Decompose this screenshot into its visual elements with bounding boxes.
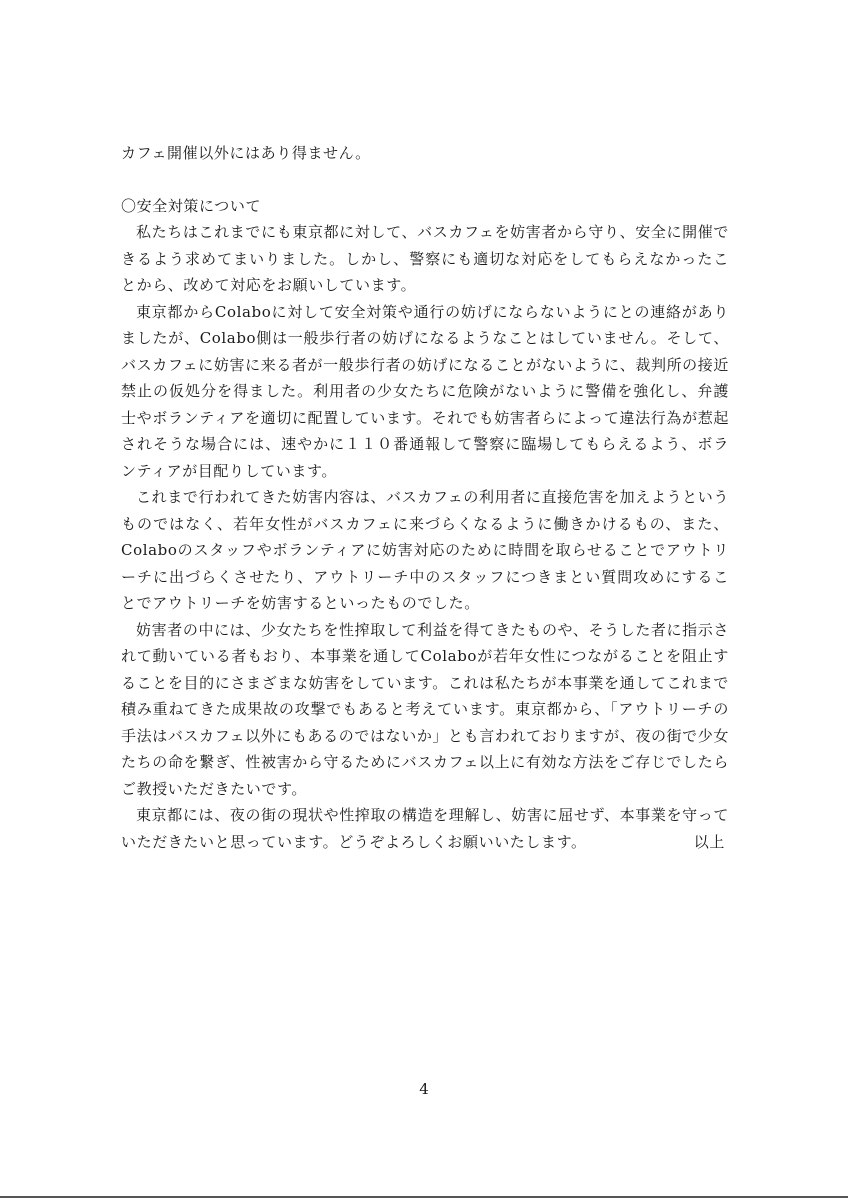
- page-number: 4: [419, 1080, 429, 1098]
- paragraph-gap: [121, 167, 729, 193]
- closing-paragraph-wrap: [121, 802, 729, 855]
- paragraph-1: 私たちはこれまでにも東京都に対して、バスカフェを妨害者から守り、安全に開催できるよう求めてまいりました。しかし、警察にも適切な対応をしてもらえなかったことから、改めて対応をお願いしています。: [121, 223, 729, 294]
- section-heading: 〇安全対策について: [121, 196, 262, 215]
- intro-line: カフェ開催以外にはあり得ません。: [121, 144, 371, 162]
- page-bottom-rule: [0, 1196, 848, 1198]
- paragraph-5: 東京都には、夜の街の現状や性搾取の構造を理解し、妨害に屈せず、本事業を守っていただきたいと思っています。どうぞよろしくお願いいたします。: [121, 806, 729, 851]
- paragraph-3: これまで行われてきた妨害内容は、バスカフェの利用者に直接危害を加えようというものではなく、若年女性がバスカフェに来づらくなるように働きかけるもの、また、Colaboのスタッフやボランティアに妨害対応のために時間を取らせることでアウトリーチに出づらくさせたり、アウトリーチ中のスタッフにつきまとい質問攻めにすることでアウトリーチを妨害するといったものでした。: [121, 488, 729, 612]
- document-body: [121, 140, 729, 855]
- paragraph-2: 東京都からColaboに対して安全対策や通行の妨げにならないようにとの連絡がありましたが、Colabo側は一般歩行者の妨げになるようなことはしていません。そして、バスカフェに妨害に来る者が一般歩行者の妨げになることがないように、裁判所の接近禁止の仮処分を得ました。利用者の少女たちに危険がないように警備を強化し、弁護士やボランティアを適切に配置しています。それでも妨害者らによって違法行為が惹起されそうな場合には、速やかに１１０番通報して警察に臨場してもらえるよう、ボランティアが目配りしています。: [121, 302, 729, 480]
- closing-mark: 以上: [693, 832, 725, 851]
- paragraph-4: 妨害者の中には、少女たちを性搾取して利益を得てきたものや、そうした者に指示されて動いている者もおり、本事業を通してColaboが若年女性につながることを阻止することを目的にさまざまな妨害をしています。これは私たちが本事業を通してこれまで積み重ねてきた成果故の攻撃でもあると考えています。東京都から、「アウトリーチの手法はバスカフェ以外にもあるのではないか」とも言われておりますが、夜の街で少女たちの命を繋ぎ、性被害から守るためにバスカフェ以上に有効な方法をご存じでしたらご教授いただきたいです。: [121, 620, 729, 798]
